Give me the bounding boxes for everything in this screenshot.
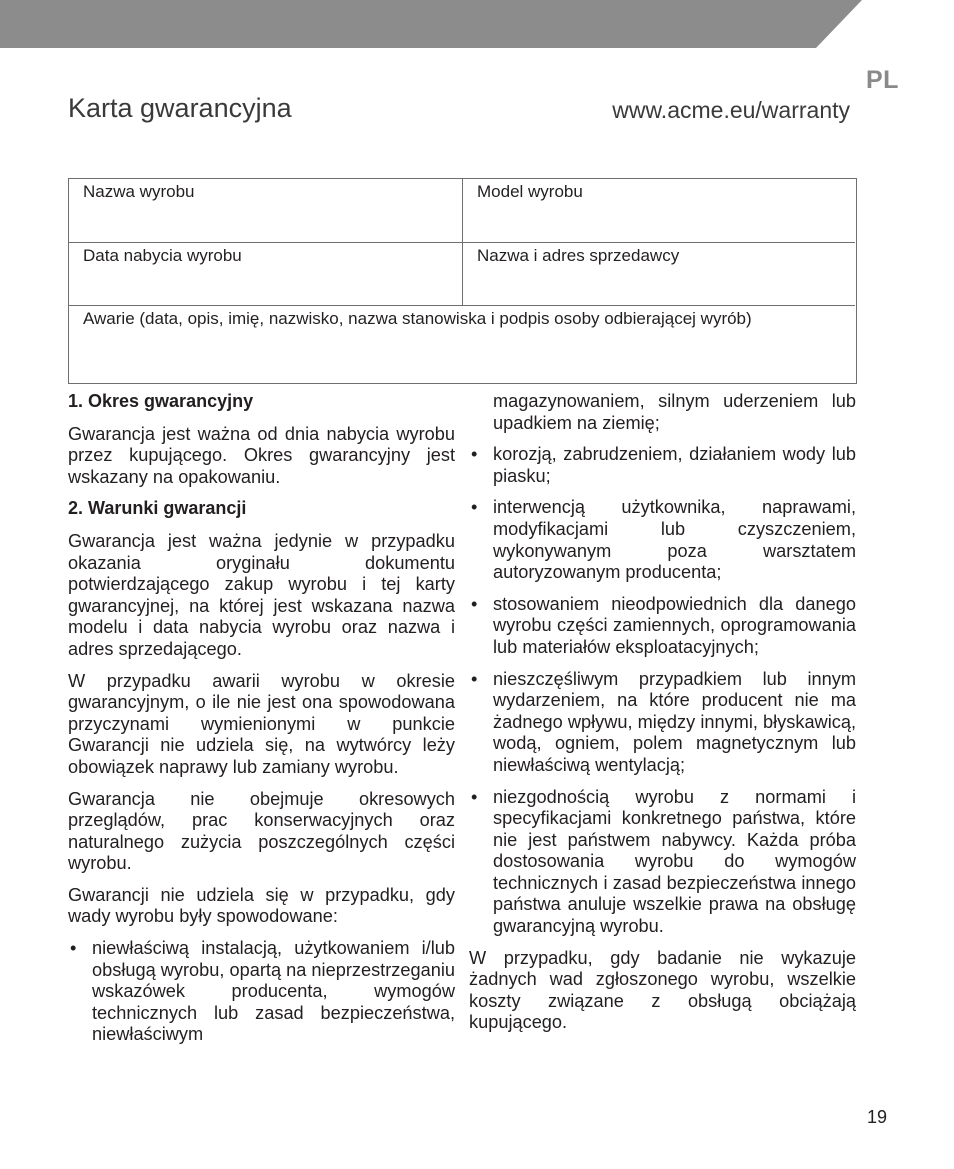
warranty-form-table: [68, 178, 857, 384]
section-heading: 1. Okres gwarancyjny: [68, 391, 254, 411]
list-item: • nieszczęśliwym przypadkiem lub innym wydarzeniem, na które producent nie ma żadnego wpływu, między innymi, błyskawicą, wodą, ogniem, polem magnetycznym lub niewłaściwą wentylacją;: [469, 669, 856, 777]
paragraph: Gwarancji nie udziela się w przypadku, gdy wady wyrobu były spowodowane:: [68, 884, 455, 927]
purchase-date-field: Data nabycia wyrobu: [69, 243, 463, 306]
seller-field: Nazwa i adres sprzedawcy: [463, 243, 855, 306]
page-title: Karta gwarancyjna: [68, 93, 292, 123]
failures-field: Awarie (data, opis, imię, nazwisko, nazwa stanowiska i podpis osoby odbierającej wyrób): [83, 309, 752, 328]
product-name-field: Nazwa wyrobu: [69, 179, 463, 243]
paragraph: W przypadku awarii wyrobu w okresie gwarancyjnym, o ile nie jest ona spowodowana przyczynami wymienionymi w punkcie Gwarancji nie udziela się, na wytwórcy leży obowiązek naprawy lub zamiany wyrobu.: [68, 670, 455, 777]
list-item: • niewłaściwą instalacją, użytkowaniem i/lub obsługą wyrobu, opartą na nieprzestrzeganiu wskazówek producenta, wymogów technicznych lub zasad bezpieczeństwa, niewłaściwym: [68, 938, 455, 1046]
product-model-field: Model wyrobu: [463, 179, 855, 243]
paragraph: W przypadku, gdy badanie nie wykazuje żadnych wad zgłoszonego wyrobu, wszelkie koszty związane z obsługą obciążają kupującego.: [469, 947, 856, 1033]
paragraph: Gwarancja jest ważna od dnia nabycia wyrobu przez kupującego. Okres gwarancyjny jest wskazany na opakowaniu.: [68, 423, 455, 487]
list-item: • interwencją użytkownika, naprawami, modyfikacjami lub czyszczeniem, wykonywanym poza warsztatem autoryzowanym producenta;: [469, 497, 856, 583]
header-band: [0, 0, 954, 48]
exclusions-list-continued: [469, 444, 856, 937]
language-code: PL: [866, 66, 899, 94]
right-column: [469, 391, 856, 1044]
paragraph: Gwarancja nie obejmuje okresowych przeglądów, prac konserwacyjnych oraz naturalnego zużycia poszczególnych części wyrobu.: [68, 788, 455, 874]
exclusions-list: [68, 938, 455, 1046]
list-item: • niezgodnością wyrobu z normami i specyfikacjami konkretnego państwa, które nie jest państwem nabywcy. Każda próba dostosowania wyrobu do wymogów technicznych i zasad bezpieczeństwa innego państwa anuluje wszelkie prawa na obsługę gwarancyjną wyrobu.: [469, 787, 856, 938]
paragraph: Gwarancja jest ważna jedynie w przypadku okazania oryginału dokumentu potwierdzającego zakup wyrobu i tej karty gwarancyjnej, na której jest wskazana nazwa modelu i data nabycia wyrobu oraz nazwa i adres sprzedającego.: [68, 530, 455, 659]
left-column: [68, 391, 455, 1056]
list-item-continuation: magazynowaniem, silnym uderzeniem lub upadkiem na ziemię;: [493, 391, 856, 433]
list-item: • stosowaniem nieodpowiednich dla danego wyrobu części zamiennych, oprogramowania lub materiałów eksploatacyjnych;: [469, 594, 856, 659]
page-number: 19: [867, 1107, 888, 1127]
warranty-url: www.acme.eu/warranty: [612, 97, 850, 123]
list-item: • korozją, zabrudzeniem, działaniem wody lub piasku;: [469, 444, 856, 487]
section-heading: 2. Warunki gwarancji: [68, 498, 247, 519]
